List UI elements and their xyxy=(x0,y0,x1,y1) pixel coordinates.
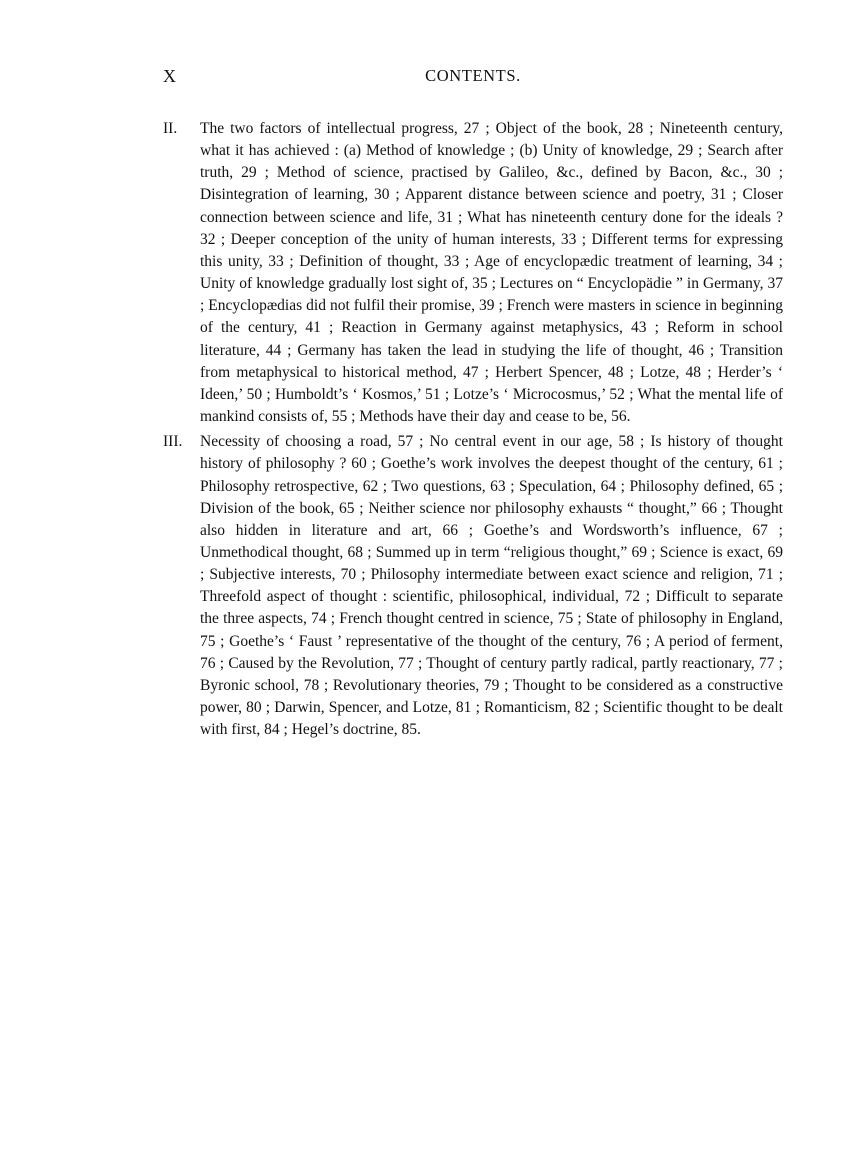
contents-list xyxy=(163,118,783,744)
section-summary: The two factors of intellectual progress, 27 ; Object of the book, 28 ; Nineteenth century, what it has achieved : (a) Method of knowledge ; (b) Unity of knowledge, 29 ; Search after truth, 29 ; Method of science, practised by Galileo, &c., defined by Bacon, &c., 30 ; Disintegration of learning, 30 ; Apparent distance between science and poetry, 31 ; Closer connection between science and life, 31 ; What has nineteenth century done for the ideals ? 32 ; Deeper conception of the unity of human interests, 33 ; Different terms for expressing this unity, 33 ; Definition of thought, 33 ; Age of encyclopædic treatment of learning, 34 ; Unity of knowledge gradually lost sight of, 35 ; Lectures on “ Encyclopädie ” in Germany, 37 ; Encyclopædias did not fulfil their promise, 39 ; French were masters in science in beginning of the century, 41 ; Reaction in Germany against metaphysics, 43 ; Reform in school literature, 44 ; Germany has taken the lead in studying the life of thought, 46 ; Transition from metaphysical to historical method, 47 ; Herbert Spencer, 48 ; Lotze, 48 ; Herder’s ‘ Ideen,’ 50 ; Humboldt’s ‘ Kosmos,’ 51 ; Lotze’s ‘ Microcosmus,’ 52 ; What the mental life of mankind consists of, 55 ; Methods have their day and cease to be, 56. xyxy=(200,120,783,426)
page-header xyxy=(163,66,783,90)
page-number: X xyxy=(163,66,177,86)
contents-section-ii xyxy=(163,118,783,428)
section-summary: Necessity of choosing a road, 57 ; No central event in our age, 58 ; Is history of thought history of philosophy ? 60 ; Goethe’s work involves the deepest thought of the century, 61 ; Philosophy retrospective, 62 ; Two questions, 63 ; Speculation, 64 ; Philosophy defined, 65 ; Division of the book, 65 ; Neither science nor philosophy exhausts “ thought,” 66 ; Thought also hidden in literature and art, 66 ; Goethe’s and Wordsworth’s influence, 67 ; Unmethodical thought, 68 ; Summed up in term “religious thought,” 69 ; Science is exact, 69 ; Subjective interests, 70 ; Philosophy intermediate between exact science and religion, 71 ; Threefold aspect of thought : scientific, philosophical, individual, 72 ; Difficult to separate the three aspects, 74 ; French thought centred in science, 75 ; State of philosophy in England, 75 ; Goethe’s ‘ Faust ’ representative of the thought of the century, 76 ; A period of ferment, 76 ; Caused by the Revolution, 77 ; Thought of century partly radical, partly reactionary, 77 ; Byronic school, 78 ; Revolutionary theories, 79 ; Thought to be considered as a constructive power, 80 ; Darwin, Spencer, and Lotze, 81 ; Romanticism, 82 ; Scientific thought to be dealt with first, 84 ; Hegel’s doctrine, 85. xyxy=(200,433,783,739)
contents-section-iii xyxy=(163,431,783,741)
section-number: II. xyxy=(163,120,178,137)
page-title: CONTENTS. xyxy=(425,66,521,85)
section-number: III. xyxy=(163,433,183,451)
